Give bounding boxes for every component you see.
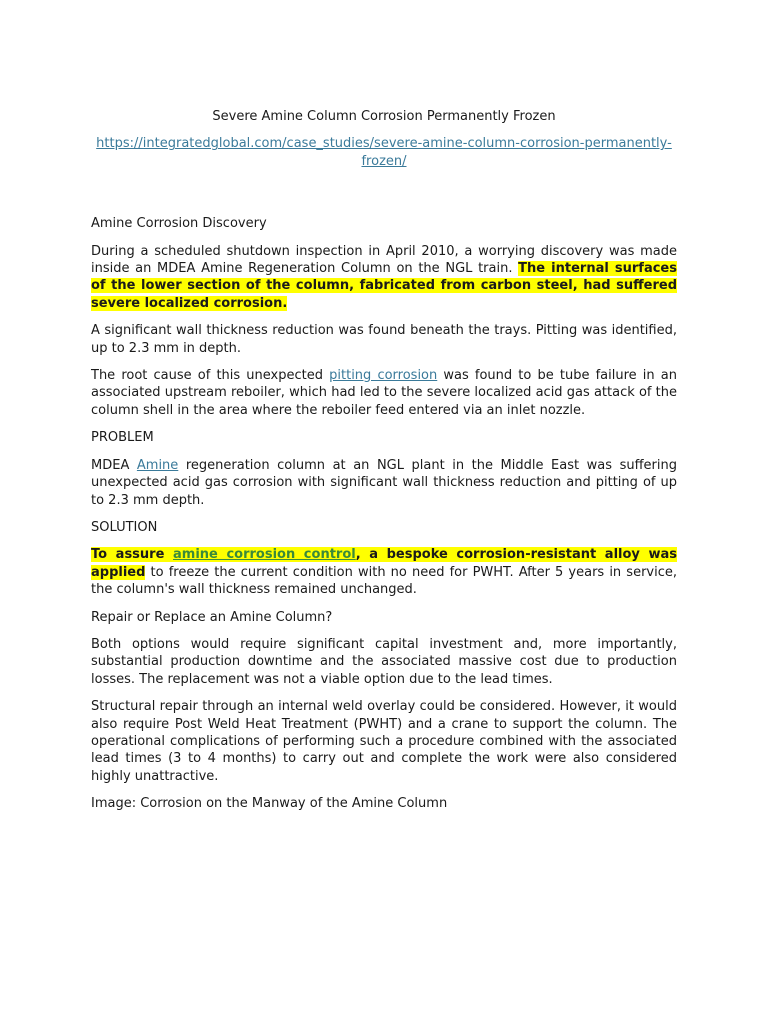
amine-link[interactable]: Amine [136,457,179,473]
image-caption: Image: Corrosion on the Manway of the Amine Column [91,796,448,812]
discovery-p3-after: was found to be tube failure in an associated upstream reboiler, which had led to the severe localized acid gas attack of the column shell in the area where the reboiler feed entered via an inlet nozzle. [91,368,677,418]
discovery-paragraph-3 [91,367,677,419]
discovery-paragraph-1 [91,243,677,313]
repair-paragraph-2: Structural repair through an internal weld overlay could be considered. However, it would also require Post Weld Heat Treatment (PWHT) and a crane to support the column. The operational complications of performing such a procedure combined with the associated lead times (3 to 4 months) to carry out and complete the work were also considered highly unattractive. [91,699,677,784]
discovery-heading: Amine Corrosion Discovery [91,216,267,232]
solution-hl-before: To assure [91,547,173,563]
discovery-p3-before: The root cause of this unexpected [91,368,330,384]
solution-hl-after: , a bespoke corrosion-resistant alloy was applied [91,547,677,580]
repair-heading: Repair or Replace an Amine Column? [91,609,333,625]
repair-paragraph-1: Both options would require significant capital investment and, more importantly, substantial production downtime and the associated massive cost due to production losses. The replacement was not a viable option due to the lead times. [91,636,677,687]
document-content [91,108,677,823]
pitting-corrosion-link[interactable]: pitting corrosion [329,368,438,384]
problem-after: regeneration column at an NGL plant in the Middle East was suffering unexpected acid gas corrosion with significant wall thickness reduction and pitting of up to 2.3 mm depth. [91,457,677,508]
solution-paragraph [91,546,677,598]
amine-corrosion-control-link[interactable]: amine corrosion control [173,547,356,563]
document-title: Severe Amine Column Corrosion Permanently Frozen [212,109,556,124]
discovery-p1-text: During a scheduled shutdown inspection in April 2010, a worrying discovery was made inside an MDEA Amine Regeneration Column on the NGL train. [91,243,677,277]
solution-rest: to freeze the current condition with no need for PWHT. After 5 years in service, the column's wall thickness remained unchanged. [91,564,677,598]
discovery-paragraph-2: A significant wall thickness reduction was found beneath the trays. Pitting was identified, up to 2.3 mm in depth. [91,323,677,356]
problem-heading: PROBLEM [91,430,154,446]
problem-before: MDEA [91,457,137,473]
source-url-wrap [91,135,677,170]
discovery-p1-highlight: The internal surfaces of the lower section of the column, fabricated from carbon steel, had suffered severe localized corrosion. [91,261,677,311]
problem-paragraph [91,457,677,509]
source-url-link[interactable]: https://integratedglobal.com/case_studies/severe-amine-column-corrosion-permanently-frozen/ [96,136,672,169]
solution-heading: SOLUTION [91,519,158,535]
